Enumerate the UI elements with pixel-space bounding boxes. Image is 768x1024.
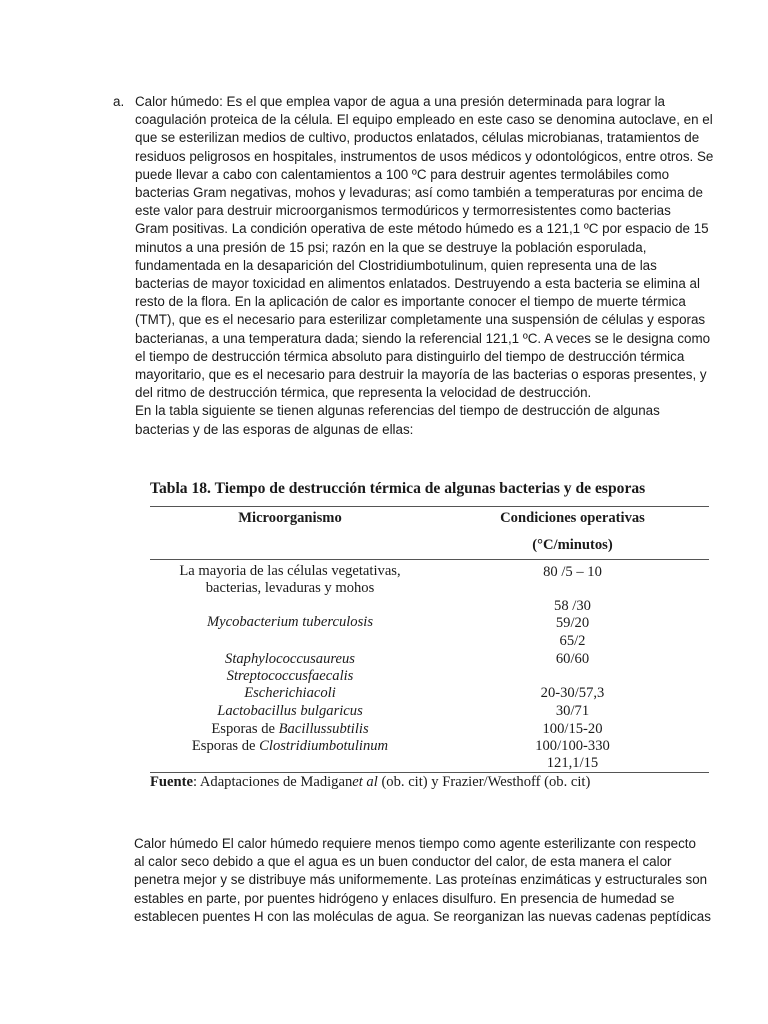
table-cell-organism: Lactobacillus bulgaricus bbox=[217, 703, 363, 719]
text-line: Gram positivas. La condición operativa de este método húmedo es a 121,1 ºC por espacio de 15 bbox=[135, 221, 709, 237]
text-line: puede llevar a cabo con calentamientos a 100 ºC para destruir agentes termolábiles como bbox=[135, 166, 670, 182]
text-line: Calor húmedo: Es el que emplea vapor de agua a una presión determinada para lograr la bbox=[135, 94, 666, 109]
text-line: el tiempo de destrucción térmica absoluto para distinguirlo del tiempo de destrucción térmica bbox=[135, 348, 685, 364]
text-line: estables en parte, por puentes hidrógeno y enlaces disulfuro. En presencia de humedad se bbox=[134, 890, 675, 906]
table-cell-organism: Staphylococcusaureus bbox=[225, 651, 355, 667]
table-cell-organism: Escherichiacoli bbox=[244, 685, 336, 701]
text-line: bacterias de mayor toxicidad en alimentos enlatados. Destruyendo a esta bacteria se elimina al bbox=[135, 276, 700, 292]
table-header-microorganism: Microorganismo bbox=[238, 510, 342, 526]
text-line: En la tabla siguiente se tienen algunas referencias del tiempo de destrucción de algunas bbox=[135, 403, 660, 419]
text-line: que se esterilizan medios de cultivo, productos enlatados, células microbianas, tratamientos de bbox=[135, 130, 700, 146]
text-line: coagulación proteica de la célula. El equipo empleado en este caso se denomina autoclave, en el bbox=[135, 112, 713, 128]
table-cell-condition: 59/20 bbox=[555, 615, 590, 631]
text-line: residuos peligrosos en hospitales, instrumentos de usos médicos y odontológicos, entre otros. Se bbox=[135, 148, 714, 164]
table-cell-organism bbox=[150, 738, 430, 755]
text-line: establecen puentes H con las moléculas de agua. Se reorganizan las nuevas cadenas peptídicas bbox=[134, 908, 711, 924]
text-line: penetra mejor y se distribuye más uniformemente. Las proteínas enzimáticas y estructurales son bbox=[134, 872, 708, 888]
text-line: este valor para destruir microorganismos termodúricos y termorresistentes como bacterias bbox=[135, 203, 671, 219]
text-line: fundamentada en la desaparición del Clostridiumbotulinum, quien representa una de las bbox=[135, 257, 657, 273]
text-line: bacterias y de las esporas de algunas de ellas: bbox=[135, 421, 414, 437]
table-cell-organism: Streptococcusfaecalis bbox=[226, 668, 354, 684]
text-line: del ritmo de destrucción térmica, que representa la velocidad de destrucción. bbox=[135, 385, 592, 401]
text-line: bacterianas, a una temperatura dada; siendo la referencial 121,1 ºC. A veces se le designa como bbox=[135, 330, 711, 346]
organism-prefix: Esporas de bbox=[191, 738, 260, 754]
paragraph bbox=[134, 835, 711, 926]
list-item-a-text bbox=[135, 93, 714, 439]
table-cell-organism: Mycobacterium tuberculosis bbox=[206, 614, 374, 630]
text-line: mayoritario, que es el necesario para destruir la mayoría de las bacterias o esporas presentes, y bbox=[135, 367, 707, 383]
organism-name: Bacillussubtilis bbox=[278, 721, 369, 737]
source-text: et al bbox=[352, 774, 378, 790]
table-bottom-rule bbox=[150, 772, 709, 773]
organism-prefix: Esporas de bbox=[211, 721, 279, 737]
table-cell-condition: 121,1/15 bbox=[546, 755, 599, 771]
table-cell-condition: 20-30/57,3 bbox=[540, 685, 605, 701]
table-cell-organism: La mayoria de las células vegetativas, bbox=[179, 563, 401, 579]
table-cell-organism: bacterias, levaduras y mohos bbox=[205, 580, 375, 596]
table-cell-condition: 65/2 bbox=[559, 633, 586, 649]
text-line: resto de la flora. En la aplicación de calor es importante conocer el tiempo de muerte térmica bbox=[135, 294, 686, 310]
text-line: Calor húmedo El calor húmedo requiere menos tiempo como agente esterilizante con respecto bbox=[134, 836, 696, 851]
source-label: Fuente bbox=[150, 774, 193, 790]
text-line: minutos a una presión de 15 psi; razón en la que se destruye la población esporulada, bbox=[135, 239, 647, 255]
table-header-conditions: Condiciones operativas bbox=[500, 510, 645, 526]
table-header-rule bbox=[150, 559, 709, 560]
table-header-units: (°C/minutos) bbox=[532, 537, 613, 553]
table-cell-condition: 100/100-330 bbox=[535, 738, 610, 754]
table-title: Tabla 18. Tiempo de destrucción térmica de algunas bacterias y de esporas bbox=[150, 480, 646, 497]
table-cell-condition: 100/15-20 bbox=[542, 721, 603, 737]
table-cell-condition: 30/71 bbox=[555, 703, 590, 719]
list-marker: a. bbox=[113, 94, 125, 109]
source-text: (ob. cit) y Frazier/Westhoff (ob. cit) bbox=[377, 774, 591, 790]
table-cell-organism bbox=[150, 721, 430, 738]
text-line: al calor seco debido a que el agua es un buen conductor del calor, de esta manera el calor bbox=[134, 854, 672, 870]
text-line: (TMT), que es el necesario para esterilizar completamente una suspensión de células y esporas bbox=[135, 312, 706, 328]
text-line: bacterias Gram negativas, mohos y levaduras; así como también a temperaturas por encima de bbox=[135, 185, 703, 201]
source-text: : Adaptaciones de Madigan bbox=[192, 774, 353, 790]
table-cell-condition: 58 /30 bbox=[554, 598, 591, 614]
organism-name: Clostridiumbotulinum bbox=[259, 738, 389, 754]
table-top-rule bbox=[150, 506, 709, 507]
table-source-note bbox=[150, 774, 590, 791]
table-cell-condition: 80 /5 – 10 bbox=[543, 564, 602, 580]
table-cell-condition: 60/60 bbox=[555, 651, 590, 667]
